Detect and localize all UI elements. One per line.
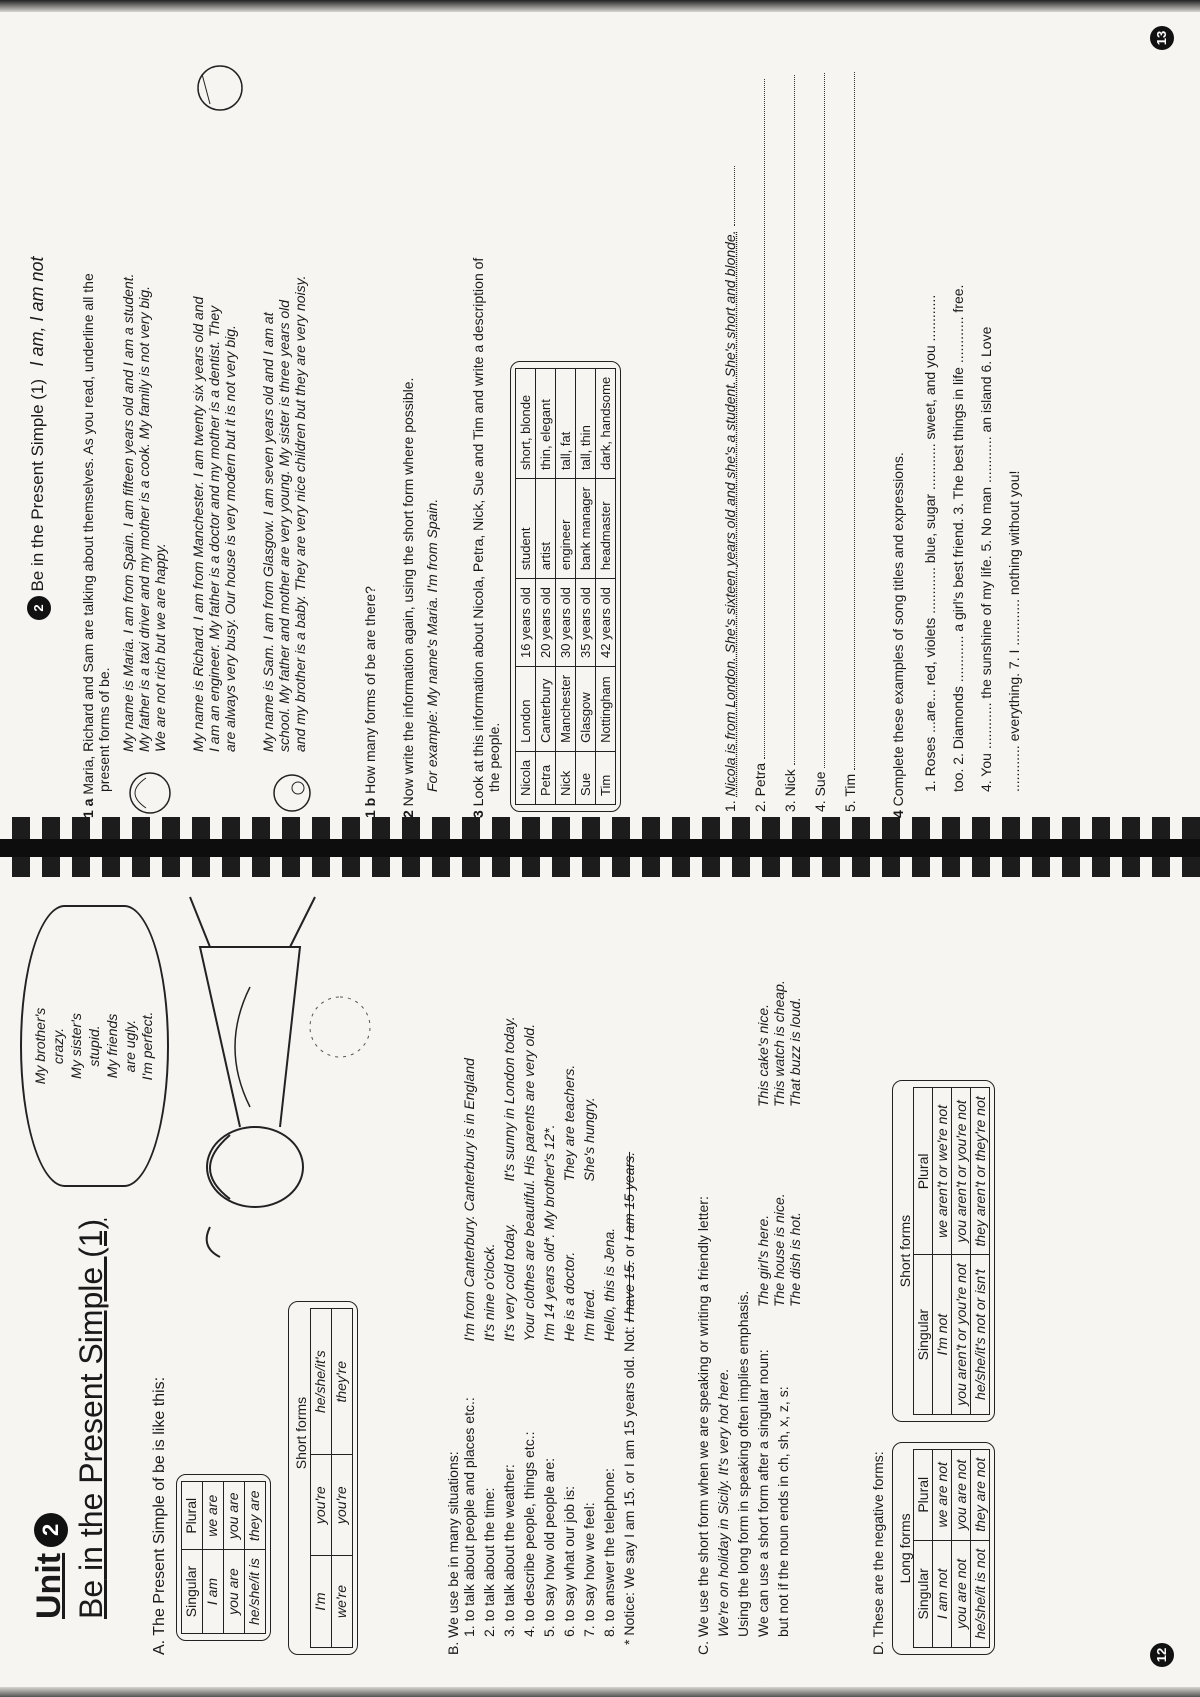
notice-text: * Notice: We say I am 15. or I am 15 years old. Not:	[621, 1326, 637, 1645]
exercise-4: 4 Complete these examples of song titles and expressions. 1. Roses ...are... red, violets ............ blue, sugar ............ sweet, and you ............ too. 2. Diamonds ............ a girl's best friend. 3. The best things in life ............ free. 4. You ............ the sunshine of my life. 5. No man ............ an island 6. Love ............ everything. 7. I ............ nothing without you!	[890, 28, 1028, 818]
notice	[621, 875, 637, 1645]
section-b-intro: B. We use be in many situations:	[445, 1451, 461, 1655]
exercise-label: 1 a	[80, 798, 96, 818]
bubble-line: My brother's	[32, 1007, 48, 1085]
be-table-box	[176, 1474, 271, 1641]
notice-or: or	[621, 1244, 637, 1257]
section-c	[695, 875, 815, 1655]
noun-examples: The girl's here. The house is nice. The dish is hot.	[755, 1193, 803, 1307]
left-page	[0, 857, 1200, 1697]
bubble-line: My friends	[103, 1013, 120, 1079]
section-c-nouns	[755, 875, 815, 1637]
section-a	[150, 1301, 358, 1655]
cell: he/she/it is	[245, 1550, 266, 1634]
section-c-line: but not if the noun ends in ch, sh, x, z, s:	[775, 1386, 791, 1637]
answer-line[interactable]: 5. Tim	[840, 42, 870, 812]
sam-portrait-icon	[264, 768, 320, 818]
list-item: 3. to talk about the weather:It's very cold today.It's sunny in London today.	[501, 1016, 517, 1637]
unit-label: Unit	[30, 1552, 68, 1619]
section-c-line: Using the long form in speaking often implies emphasis.	[735, 1290, 751, 1637]
col-singular: Singular	[182, 1550, 203, 1634]
unit-title	[73, 1219, 110, 1619]
page-number-right: 13	[1150, 26, 1174, 50]
section-b	[445, 875, 637, 1655]
list-item: 6. to say what our job is:He is a doctor.They are teachers.	[561, 1064, 577, 1637]
right-header	[26, 256, 51, 620]
answer-line[interactable]: 3. Nick	[780, 42, 810, 812]
notice-wrong-2: I am 15 years.	[621, 1151, 637, 1241]
bubble-line: are ugly.	[121, 1019, 138, 1073]
list-item: 2. to talk about the time:It's nine o'clock.	[481, 1243, 497, 1637]
cell: we're	[332, 1556, 353, 1648]
cell: I am	[203, 1550, 224, 1634]
be-table	[181, 1481, 266, 1634]
short-negative-table: Singular Plural I'm not we aren't or we're not you aren't or you're not you aren't or you're not he/she/it's not or isn't they aren't or they're not	[913, 1087, 990, 1414]
song-line: too. 2. Diamonds ............ a girl's best friend. 3. The best things in life ............ free.	[950, 284, 966, 792]
section-c-line: We can use a short form after a singular noun:	[755, 1349, 771, 1637]
answer-line[interactable]: 2. Petra	[750, 42, 780, 812]
song-line: 1. Roses ...are... red, violets ............ blue, sugar ............ sweet, and you ............	[922, 294, 938, 792]
speech-bubble	[20, 905, 169, 1187]
section-d	[870, 865, 995, 1655]
title-rest: in the Present Simple (1)	[73, 1218, 109, 1580]
table-row: Petra Canterbury 20 years old artist thin, elegant	[536, 368, 556, 804]
song-line: ............ everything. 7. I ............ nothing without you!	[1006, 470, 1022, 792]
table-row: Nicola London 16 years old student short, blonde	[516, 368, 536, 804]
richard-block: My name is Richard. I am from Manchester. I am twenty six years old and I am an engineer. My father is a doctor and my mother is a dentist. They are always very busy. Our house is very modern but it is not very big.	[190, 38, 260, 818]
section-b-list	[461, 875, 621, 1637]
cell: they're	[332, 1309, 353, 1455]
table-row: Nick Manchester 30 years old engineer tall, fat	[556, 368, 576, 804]
bubble-line: crazy.	[49, 1027, 66, 1065]
long-forms-box	[892, 1442, 995, 1655]
exercise-text: Maria, Richard and Sam are talking about themselves. As you read, underline all the	[80, 273, 96, 795]
short-negative-box	[892, 1080, 995, 1421]
cell: they are	[245, 1482, 266, 1550]
list-item: 1. to talk about people and places etc.:I'm from Canterbury. Canterbury is in England	[461, 1058, 477, 1637]
bubble-line: My sister's	[67, 1013, 84, 1079]
page-number-left: 12	[1150, 1643, 1174, 1667]
exercise-1b: 1 b How many forms of be are there?	[362, 586, 378, 818]
list-item: 7. to say how we feel:I'm tired.She's hungry.	[581, 1097, 597, 1637]
exercise-1a	[80, 38, 330, 818]
people-table	[515, 368, 616, 805]
section-a-intro: A. The Present Simple of be is like this:	[151, 1376, 168, 1655]
right-page	[0, 0, 1200, 840]
answer-line[interactable]: 4. Sue	[810, 42, 840, 812]
spiral-binding-core	[0, 839, 1200, 857]
table-row: Sue Glasgow 35 years old bank manager tall, thin	[576, 368, 596, 804]
cell: you're	[311, 1455, 332, 1556]
richard-portrait-icon	[190, 58, 250, 118]
section-c-example: We're on holiday in Sicily. It's very hot here.	[715, 1368, 731, 1637]
answer-line: 1. Nicola is from London. She's sixteen years old and she's a student. She's short and blonde.	[720, 42, 750, 812]
exercise-2: 2 Now write the information again, using the short form where possible. For example: My name's Maria. I'm from Spain.	[400, 377, 440, 818]
list-item: 4. to describe people, things etc.:Your clothes are beautiful. His parents are very old.	[521, 1023, 537, 1637]
long-forms-table: Singular Plural I am not we are not you are not you are not he/she/it is not they are not	[913, 1449, 990, 1648]
unit-number-badge: 2	[34, 1513, 68, 1547]
col-plural: Plural	[182, 1482, 203, 1550]
bubble-line: I'm perfect.	[139, 1011, 156, 1081]
cell: we are	[203, 1482, 224, 1550]
cell: you are	[224, 1550, 245, 1634]
cell: I'm	[311, 1556, 332, 1648]
cell: he/she/it's	[311, 1309, 332, 1455]
header-title: Be in the Present Simple (1)	[28, 378, 47, 592]
header-tag: I am, I am not	[27, 256, 47, 367]
short-negative-title: Short forms	[897, 1214, 913, 1288]
bubble-line: stupid.	[85, 1025, 102, 1067]
short-forms-table	[310, 1308, 353, 1648]
cell: you are	[224, 1482, 245, 1550]
short-forms-box	[288, 1301, 359, 1655]
table-row: Tim Nottingham 42 years old headmaster dark, handsome	[596, 368, 616, 804]
header-number-badge: 2	[27, 596, 51, 620]
unit-heading	[30, 1219, 110, 1619]
song-line: 4. You ............ the sunshine of my life. 5. No man ............ an island 6. Love	[978, 326, 994, 792]
maria-block: My name is Maria. I am from Spain. I am fifteen years old and I am a student. My father is a taxi driver and my mother is a cook. My family is not very big. We are not rich but we are happy.	[120, 38, 190, 818]
people-table-box	[510, 361, 621, 812]
section-d-intro: D. These are the negative forms:	[870, 1451, 886, 1655]
list-item: 5. to say how old people are:I'm 14 years old*. My brother's 12*.	[541, 1124, 557, 1637]
notice-wrong-1: I have 15.	[621, 1260, 637, 1323]
cell: you're	[332, 1455, 353, 1556]
exercise-3-answers	[720, 42, 870, 812]
noun-examples-2: This cake's nice. This watch is cheap. That buzz is loud.	[755, 980, 803, 1107]
list-item: 8. to answer the telephone:Hello, this is Jena.	[601, 1227, 617, 1637]
short-forms-title: Short forms	[292, 1396, 309, 1470]
exercise-3: 3 Look at this information about Nicola, Petra, Nick, Sue and Tim and write a description of the people. Nicola London 16 years old student short, blonde Petra Canterbury 20 years old artist thin, elegant Nick Manchester 30 years old engineer tall, fat Sue Glasgow 35 years old bank manager tall, thin Tim Nottingham 42 years old headmaster dark, handsome	[470, 38, 624, 818]
maria-portrait-icon	[124, 768, 180, 818]
title-be: Be	[73, 1579, 109, 1619]
long-forms-title: Long forms	[897, 1513, 913, 1584]
sam-block: My name is Sam. I am from Glasgow. I am seven years old and I am at school. My father and mother are very young. My sister is three years old and my brother is a baby. They are very nice children but they are very noisy.	[260, 38, 330, 818]
section-c-intro: C. We use the short form when we are speaking or writing a friendly letter:	[695, 1196, 711, 1655]
exercise-text: present forms of be.	[96, 667, 112, 792]
